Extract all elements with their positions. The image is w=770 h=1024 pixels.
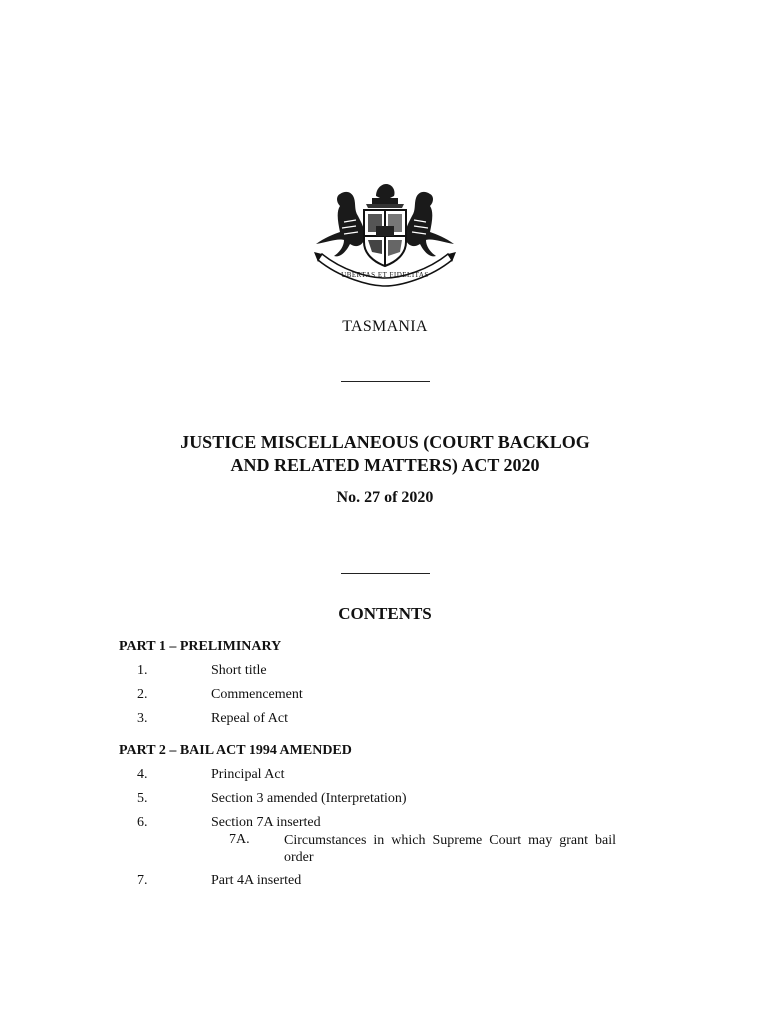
act-number: No. 27 of 2020 — [336, 489, 434, 506]
act-title-line-1: JUSTICE MISCELLANEOUS (COURT BACKLOG — [180, 432, 590, 452]
part-heading: PART 2 – BAIL ACT 1994 AMENDED — [119, 743, 352, 758]
section-number: 2. — [137, 687, 148, 702]
act-title — [0, 431, 770, 477]
divider-rule — [341, 573, 430, 574]
section-title: Repeal of Act — [211, 711, 288, 726]
section-number: 5. — [137, 791, 148, 806]
section-title: Short title — [211, 663, 267, 678]
section-title: Part 4A inserted — [211, 873, 302, 888]
section-title: Section 3 amended (Interpretation) — [211, 791, 407, 806]
jurisdiction: TASMANIA — [342, 318, 428, 335]
part-heading: PART 1 – PRELIMINARY — [119, 639, 282, 654]
act-title-line-2: AND RELATED MATTERS) ACT 2020 — [230, 455, 540, 475]
subsection-number: 7A. — [229, 832, 250, 847]
divider-rule — [341, 381, 430, 382]
section-number: 3. — [137, 711, 148, 726]
section-title: Section 7A inserted — [211, 815, 321, 830]
section-number: 1. — [137, 663, 148, 678]
contents-heading: CONTENTS — [338, 604, 432, 623]
section-number: 6. — [137, 815, 148, 830]
coat-of-arms-icon — [310, 182, 460, 288]
section-number: 4. — [137, 767, 148, 782]
section-title: Commencement — [211, 687, 303, 702]
section-number: 7. — [137, 873, 148, 888]
subsection-title: Circumstances in which Supreme Court may grant bail order — [284, 833, 616, 865]
section-title: Principal Act — [211, 767, 285, 782]
crest-motto: UBERTAS ET FIDELITAS — [341, 271, 429, 279]
